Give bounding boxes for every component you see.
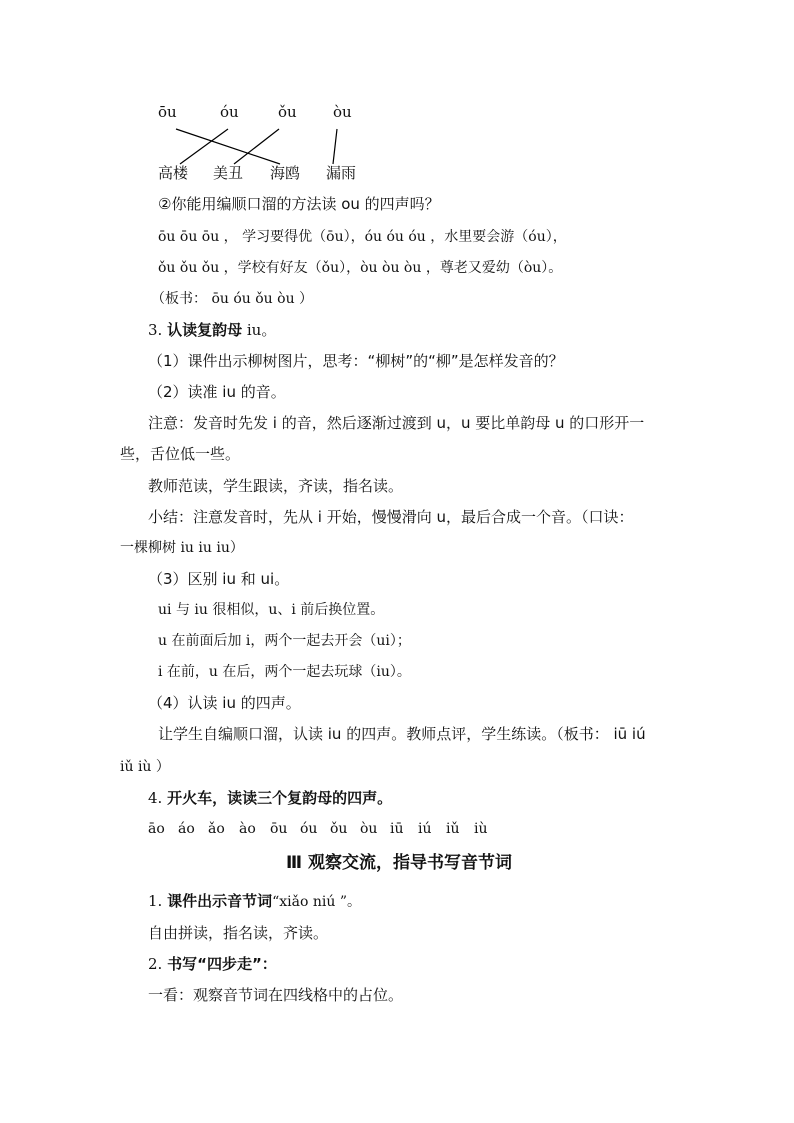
section-3-title: 认读复韵母: [167, 321, 243, 339]
section-3-tail: iu。: [242, 321, 277, 339]
step-3: （3）区别 iu 和 ui。: [148, 570, 290, 588]
tone-top-2: óu: [220, 103, 239, 121]
section-3-heading: [148, 323, 276, 338]
reading-instructions: 自由拼读，指名读，齐读。: [148, 924, 329, 942]
match-line-2: [180, 129, 228, 164]
self-rhyme-line-2: iǔ iù ）: [120, 759, 170, 775]
writing-step-2-number: 2.: [148, 955, 163, 973]
look-step: 一看：观察音节词在四线格中的占位。: [148, 986, 404, 1004]
tone-item: ǎo: [208, 821, 225, 837]
tone-top-4: òu: [333, 103, 352, 121]
compare-line-3: i 在前，u 在后，两个一起去玩球（iu）。: [158, 664, 411, 680]
writing-step-2-title: 书写“四步走”：: [167, 955, 277, 973]
tone-item: ào: [239, 821, 256, 837]
step-2: （2）读准 iu 的音。: [148, 383, 286, 401]
board-note-1: （板书： ōu óu ǒu òu ）: [151, 291, 314, 307]
tone-item: áo: [178, 821, 195, 837]
step-4: （4）认读 iu 的四声。: [148, 694, 301, 712]
match-line-1: [176, 129, 280, 164]
tone-item: iù: [474, 821, 488, 837]
tone-item: òu: [360, 821, 378, 837]
rhyme-line-2: ǒu ǒu ǒu ，学校有好友（ǒu），òu òu òu ，尊老又爱幼（òu）。: [158, 260, 563, 276]
section-heading-3: Ⅲ 观察交流，指导书写音节词: [286, 853, 512, 873]
writing-step-2: [148, 957, 277, 972]
rhyme-line-1: ōu ōu ōu ， 学习要得优（ōu），óu óu óu ，水里要会游（óu），: [158, 229, 567, 245]
tone-item: iū: [390, 821, 404, 837]
summary-line-1: 小结：注意发音时，先从 i 开始，慢慢滑向 u，最后合成一个音。（口诀：: [148, 508, 634, 526]
compare-line-2: u 在前面后加 i，两个一起去开会（ui）；: [158, 633, 411, 649]
writing-step-1-tail: “xiǎo niú ”。: [272, 894, 361, 910]
self-rhyme-line-1: 让学生自编顺口溜，认读 iu 的四声。教师点评，学生练读。（板书： iū iú: [158, 725, 646, 743]
word-1: 高楼: [158, 164, 189, 182]
writing-step-1: [148, 894, 361, 909]
section-4-heading: [148, 791, 392, 806]
writing-step-1-title: 课件出示音节词: [167, 892, 273, 910]
teacher-reading: 教师范读，学生跟读，齐读，指名读。: [148, 477, 404, 495]
word-2: 美丑: [213, 164, 244, 182]
step-1: （1）课件出示柳树图片，思考：“柳树”的“柳”是怎样发音的？: [148, 352, 564, 370]
tone-item: iǔ: [446, 821, 460, 837]
section-4-number: 4.: [148, 789, 163, 807]
match-line-3: [234, 129, 279, 164]
match-line-4: [333, 129, 337, 164]
section-3-number: 3.: [148, 321, 163, 339]
compare-line-1: ui 与 iu 很相似，u、i 前后换位置。: [158, 602, 385, 618]
tone-item: āo: [148, 821, 165, 837]
tone-item: ōu: [270, 821, 288, 837]
writing-step-1-number: 1.: [148, 892, 163, 910]
word-3: 海鸥: [270, 164, 301, 182]
tone-top-1: ōu: [158, 103, 177, 121]
tone-item: iú: [418, 821, 432, 837]
section-4-title: 开火车，读读三个复韵母的四声。: [167, 789, 393, 807]
summary-line-2: 一棵柳树 iu iu iu）: [120, 540, 244, 556]
question-2: ②你能用编顺口溜的方法读 ou 的四声吗？: [158, 195, 440, 213]
note-line-2: 些，舌位低一些。: [120, 445, 241, 463]
tone-item: ǒu: [330, 821, 348, 837]
word-4: 漏雨: [326, 164, 357, 182]
tone-item: óu: [300, 821, 318, 837]
tone-top-3: ǒu: [278, 103, 297, 121]
tone-row: [148, 822, 502, 836]
note-line-1: 注意：发音时先发 i 的音，然后逐渐过渡到 u，u 要比单韵母 u 的口形开一: [148, 414, 645, 432]
